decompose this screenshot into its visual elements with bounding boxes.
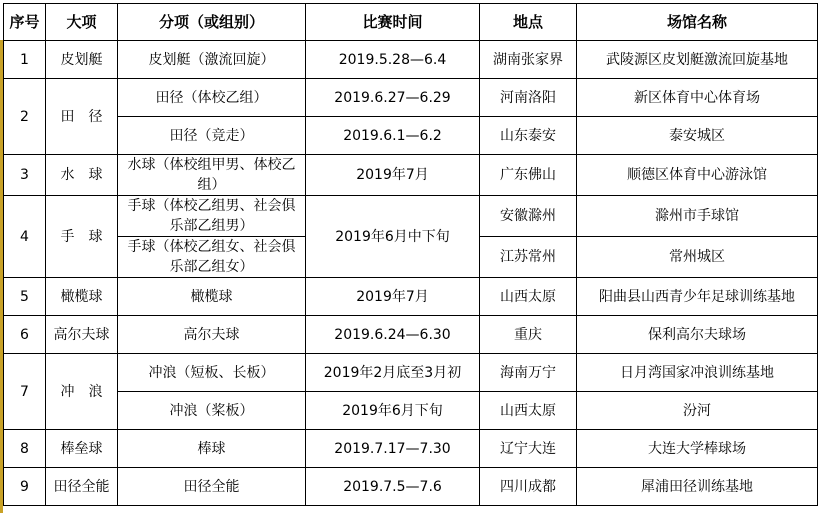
competition-schedule-table <box>3 3 818 506</box>
cell-no[interactable]: 6 <box>4 316 46 354</box>
cell-place[interactable]: 重庆 <box>480 316 577 354</box>
header-no: 序号 <box>4 4 46 41</box>
cell-date[interactable]: 2019.6.24—6.30 <box>306 316 480 354</box>
cell-venue[interactable]: 滁州市手球馆 <box>577 196 818 237</box>
cell-date[interactable]: 2019年7月 <box>306 278 480 316</box>
cell-sub[interactable]: 高尔夫球 <box>118 316 306 354</box>
cell-sub[interactable]: 橄榄球 <box>118 278 306 316</box>
table-row <box>4 196 818 237</box>
cell-major[interactable]: 橄榄球 <box>46 278 118 316</box>
cell-place[interactable]: 山西太原 <box>480 392 577 430</box>
table-row <box>4 468 818 506</box>
cell-sub[interactable]: 水球（体校组甲男、体校乙组） <box>118 155 306 196</box>
cell-date[interactable]: 2019.6.1—6.2 <box>306 117 480 155</box>
header-sub: 分项（或组别） <box>118 4 306 41</box>
cell-sub[interactable]: 冲浪（短板、长板） <box>118 354 306 392</box>
cell-sub[interactable]: 田径（竞走） <box>118 117 306 155</box>
header-date: 比赛时间 <box>306 4 480 41</box>
cell-date[interactable]: 2019.7.5—7.6 <box>306 468 480 506</box>
cell-no[interactable]: 5 <box>4 278 46 316</box>
header-row <box>4 4 818 41</box>
cell-venue[interactable]: 日月湾国家冲浪训练基地 <box>577 354 818 392</box>
cell-place[interactable]: 江苏常州 <box>480 237 577 278</box>
cell-major[interactable]: 手 球 <box>46 196 118 278</box>
cell-date[interactable]: 2019年6月下旬 <box>306 392 480 430</box>
cell-venue[interactable]: 常州城区 <box>577 237 818 278</box>
cell-place[interactable]: 河南洛阳 <box>480 79 577 117</box>
header-place: 地点 <box>480 4 577 41</box>
cell-venue[interactable]: 汾河 <box>577 392 818 430</box>
cell-major[interactable]: 皮划艇 <box>46 41 118 79</box>
table-row <box>4 316 818 354</box>
cell-sub[interactable]: 田径全能 <box>118 468 306 506</box>
cell-major[interactable]: 棒垒球 <box>46 430 118 468</box>
cell-venue[interactable]: 保利高尔夫球场 <box>577 316 818 354</box>
cell-place[interactable]: 湖南张家界 <box>480 41 577 79</box>
table-row <box>4 117 818 155</box>
cell-sub[interactable]: 田径（体校乙组） <box>118 79 306 117</box>
cell-date[interactable]: 2019年6月中下旬 <box>306 196 480 278</box>
cell-place[interactable]: 安徽滁州 <box>480 196 577 237</box>
cell-no[interactable]: 1 <box>4 41 46 79</box>
cell-venue[interactable]: 犀浦田径训练基地 <box>577 468 818 506</box>
cell-venue[interactable]: 大连大学棒球场 <box>577 430 818 468</box>
cell-no[interactable]: 4 <box>4 196 46 278</box>
cell-major[interactable]: 高尔夫球 <box>46 316 118 354</box>
cell-place[interactable]: 海南万宁 <box>480 354 577 392</box>
cell-venue[interactable]: 泰安城区 <box>577 117 818 155</box>
cell-major[interactable]: 冲 浪 <box>46 354 118 430</box>
cell-place[interactable]: 山东泰安 <box>480 117 577 155</box>
cell-place[interactable]: 山西太原 <box>480 278 577 316</box>
cell-no[interactable]: 8 <box>4 430 46 468</box>
cell-sub[interactable]: 棒球 <box>118 430 306 468</box>
table-row <box>4 354 818 392</box>
cell-sub[interactable]: 皮划艇（激流回旋） <box>118 41 306 79</box>
table-row <box>4 278 818 316</box>
cell-sub[interactable]: 手球（体校乙组女、社会俱乐部乙组女） <box>118 237 306 278</box>
cell-place[interactable]: 四川成都 <box>480 468 577 506</box>
cell-place[interactable]: 辽宁大连 <box>480 430 577 468</box>
table-row <box>4 155 818 196</box>
cell-date[interactable]: 2019年7月 <box>306 155 480 196</box>
cell-venue[interactable]: 顺德区体育中心游泳馆 <box>577 155 818 196</box>
cell-date[interactable]: 2019.7.17—7.30 <box>306 430 480 468</box>
cell-sub[interactable]: 手球（体校乙组男、社会俱乐部乙组男） <box>118 196 306 237</box>
header-venue: 场馆名称 <box>577 4 818 41</box>
cell-venue[interactable]: 新区体育中心体育场 <box>577 79 818 117</box>
table-row <box>4 41 818 79</box>
table-row <box>4 392 818 430</box>
table-row <box>4 430 818 468</box>
cell-major[interactable]: 水 球 <box>46 155 118 196</box>
cell-date[interactable]: 2019.5.28—6.4 <box>306 41 480 79</box>
cell-no[interactable]: 3 <box>4 155 46 196</box>
cell-no[interactable]: 7 <box>4 354 46 430</box>
table-row <box>4 79 818 117</box>
cell-date[interactable]: 2019年2月底至3月初 <box>306 354 480 392</box>
cell-place[interactable]: 广东佛山 <box>480 155 577 196</box>
cell-no[interactable]: 9 <box>4 468 46 506</box>
cell-major[interactable]: 田径全能 <box>46 468 118 506</box>
cell-no[interactable]: 2 <box>4 79 46 155</box>
cell-venue[interactable]: 武陵源区皮划艇激流回旋基地 <box>577 41 818 79</box>
cell-date[interactable]: 2019.6.27—6.29 <box>306 79 480 117</box>
cell-sub[interactable]: 冲浪（桨板） <box>118 392 306 430</box>
cell-venue[interactable]: 阳曲县山西青少年足球训练基地 <box>577 278 818 316</box>
cell-major[interactable]: 田 径 <box>46 79 118 155</box>
header-major: 大项 <box>46 4 118 41</box>
